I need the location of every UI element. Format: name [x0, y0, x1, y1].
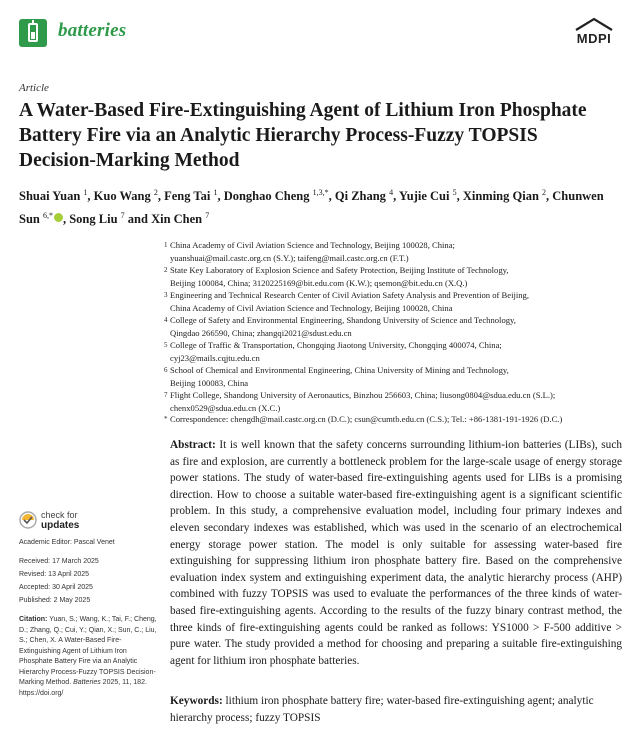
affiliation-number: 2 — [164, 266, 168, 274]
affiliation-number: 7 — [164, 391, 168, 399]
author-affiliation-marker: 2 — [153, 188, 158, 197]
keywords — [170, 693, 622, 726]
check-line2: updates — [41, 520, 80, 531]
affiliation-line: Qingdao 266590, China; zhangqi2021@sdust.edu.cn — [170, 328, 352, 338]
keywords-text: lithium iron phosphate battery fire; water-based fire-extinguishing agent; analytic hierarchy process; fuzzy TOPSIS — [170, 695, 594, 724]
received-date: Received: 17 March 2025 — [19, 558, 99, 565]
author-name: Donghao Cheng — [223, 189, 313, 204]
affiliation-line: Beijing 100084, China; 3120225169@bit.edu.com (K.W.); qsemon@bit.edu.cn (X.Q.) — [170, 278, 468, 288]
affiliation-1 — [164, 239, 620, 265]
affiliation-line: School of Chemical and Environmental Engineering, China University of Mining and Technology, — [170, 365, 509, 375]
check-for-updates-link[interactable] — [41, 510, 79, 531]
battery-icon — [28, 23, 38, 42]
affiliation-number: 3 — [164, 291, 168, 299]
author-name: Shuai Yuan — [19, 189, 84, 204]
publisher-name: MDPI — [576, 31, 612, 46]
affiliation-2 — [164, 264, 620, 290]
article-title: A Water-Based Fire-Extinguishing Agent of Lithium Iron Phosphate Battery Fire via an Analytic Hierarchy Process-Fuzzy TOPSIS Decision-Marking Method — [19, 100, 587, 171]
affiliation-line: College of Traffic & Transportation, Chongqing Jiaotong University, Chongqing 400074, China; — [170, 340, 502, 350]
author-affiliation-marker: 1 — [83, 188, 88, 197]
affiliation-number: 4 — [164, 316, 168, 324]
affiliation-3 — [164, 289, 620, 315]
check-for-updates-icon[interactable] — [19, 511, 37, 529]
accepted-date: Accepted: 30 April 2025 — [19, 584, 93, 591]
affiliation-7 — [164, 389, 620, 415]
affiliation-line: State Key Laboratory of Explosion Science and Safety Protection, Beijing Institute of Technology, — [170, 265, 509, 275]
citation-label: Citation: — [19, 616, 48, 623]
affiliation-number: * — [164, 415, 168, 423]
abstract-text: It is well known that the safety concerns surrounding lithium-ion batteries (LIBs), such as fire and explosion, are currently a bottleneck problem for the large-scale usage of energy storage power stations. The study of water-based fire-extinguishing agents used for LIBs is a promising direction. How to choose a suitable water-based fire-extinguishing agent is a significant scientific problem. In this study, a comprehensive evaluation model, including four primary indexes and eleven secondary indexes was established, which was used in the scenario of an electrochemical energy storage power station. The model is only suitable for assessing water-based fire extinguishing for suppressing lithium iron phosphate battery fire. Based on the comprehensive evaluation index system and extinguishing experiment data, the analytic hierarchy process (AHP) combined with fuzzy TOPSIS was used to evaluate the performances of the three kinds of water-based fire-extinguishing agents. According to the results of the fuzzy binary contrast method, the three kinds of fire-extinguishing agents could be ranked as follows: YS1000 > F-500 additive > pure water. The study provided a method for choosing and preparing a suitable fire-extinguishing agent for lithium iron phosphate batteries. — [170, 439, 622, 667]
author-affiliation-marker: 1 — [213, 188, 218, 197]
affiliation-line: yuanshuai@mail.castc.org.cn (S.Y.); taifeng@mail.castc.org.cn (F.T.) — [170, 253, 409, 263]
author-affiliation-marker: 1,3,* — [312, 188, 329, 197]
author-affiliation-marker: 5 — [452, 188, 457, 197]
journal-name: batteries — [58, 20, 127, 41]
author-affiliation-marker: 2 — [542, 188, 547, 197]
author-name: Yujie Cui — [398, 189, 453, 204]
abstract-label: Abstract: — [170, 439, 216, 451]
affiliation-line: cyj23@mails.cqjtu.edu.cn — [170, 353, 260, 363]
publisher-logo — [566, 16, 622, 48]
affiliation-number: 5 — [164, 341, 168, 349]
author-list: Shuai Yuan $^1$, Kuo Wang $^2$, Feng Tai $^1$, Donghao Cheng $^{1,3,*}$, Qi Zhang $^4$, Yujie Cui $^5$, Xinming Qian $^2$, Chunwen Sun $^{6,*}$ , Song Liu $^7$ and Xin Chen $^7$ — [19, 188, 604, 227]
affiliation-line: China Academy of Civil Aviation Science and Technology, Beijing 100028, China; — [170, 240, 455, 250]
author-name: Xin Chen — [151, 212, 206, 227]
correspondence-line: Correspondence: chengdh@mail.castc.org.cn (D.C.); csun@cumtb.edu.cn (C.S.); Tel.: +86-1381-191-1926 (D.C.) — [170, 414, 563, 424]
affiliation-4 — [164, 314, 620, 340]
academic-editor: Academic Editor: Pascal Venet — [19, 539, 115, 546]
author-name: Feng Tai — [164, 189, 214, 204]
affiliation-line: College of Safety and Environmental Engineering, Shandong University of Science and Technology, — [170, 315, 516, 325]
author-affiliation-marker: 7 — [205, 211, 210, 221]
affiliation-number: 1 — [164, 241, 168, 249]
citation-text: Yuan, S.; Wang, K.; Tai, F.; Cheng, D.; Zhang, Q.; Cui, Y.; Qian, X.; Sun, C.; Liu, S.; Chen, X. A Water-Based Fire-Extinguishing Agent of Lithium Iron Phosphate Battery Fire via an Analytic Hierarchy Process-Fuzzy TOPSIS Decision-Marking Method. — [19, 616, 157, 686]
affiliation-line: China Academy of Civil Aviation Science and Technology, Beijing 100028, China — [170, 303, 453, 313]
affiliation-line: Beijing 100083, China — [170, 378, 249, 388]
citation — [19, 615, 159, 699]
author-name: Song Liu — [69, 212, 121, 227]
published-date: Published: 2 May 2025 — [19, 597, 91, 604]
abstract — [170, 437, 622, 669]
author-affiliation-marker: 4 — [389, 188, 394, 197]
affiliation-6 — [164, 364, 620, 390]
article-type: Article — [19, 82, 49, 94]
keywords-label: Keywords: — [170, 695, 223, 707]
affiliation-line: Flight College, Shandong University of Aeronautics, Binzhou 256603, China; liusong0804@sdua.edu.cn (S.L.); — [170, 390, 556, 400]
author-name: Chunwen Sun — [19, 189, 604, 227]
author-name: Xinming Qian — [462, 189, 543, 204]
journal-logo — [19, 19, 47, 47]
affiliation-5 — [164, 339, 620, 365]
author-affiliation-marker: 6,* — [42, 211, 53, 221]
author-affiliation-marker: 7 — [120, 211, 125, 221]
affiliation-number: 6 — [164, 366, 168, 374]
affiliation-line: Engineering and Technical Research Center of Civil Aviation Safety Analysis and Prevention of Beijing, — [170, 290, 529, 300]
orcid-icon[interactable] — [54, 213, 63, 222]
check-line1: check for — [41, 510, 78, 520]
author-name: Kuo Wang — [93, 189, 154, 204]
revised-date: Revised: 13 April 2025 — [19, 571, 90, 578]
citation-journal: Batteries — [73, 679, 101, 686]
author-name: Qi Zhang — [334, 189, 390, 204]
citation-tail[interactable]: 2025, 11, 182. https://doi.org/ — [19, 679, 147, 697]
correspondence — [164, 413, 620, 426]
affiliation-line: chenx0529@sdua.edu.cn (X.C.) — [170, 403, 281, 413]
